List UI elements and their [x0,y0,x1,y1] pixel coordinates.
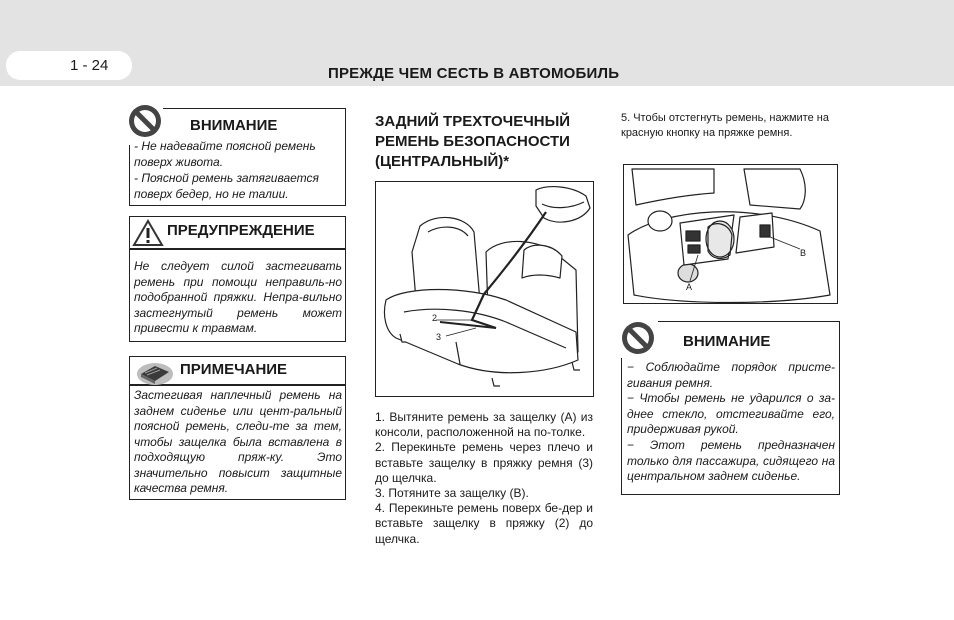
warning-title: ПРЕДУПРЕЖДЕНИЕ [167,222,315,239]
step-3: 3. Потяните за защелку (В). [375,486,529,501]
buckle-illustration [624,165,838,304]
caution-right-line-3: − Этот ремень предназначен только для пассажира, сидящего на центральном заднем сиденье. [627,438,835,483]
step-1: 1. Вытяните ремень за защелку (А) из консоли, расположенной на по-толке. [375,410,593,440]
warning-text: Не следует силой застегивать ремень при помощи неправиль-но подобранной пряжки. Непра-вильно застегнутый ремень может привести к травмам. [134,259,342,335]
rear-seat-illustration [376,182,594,397]
buckle-figure [623,164,838,304]
warning-separator [129,248,346,250]
page-number: 1 - 24 [70,57,109,74]
figure-label-A: A [686,282,693,292]
figure-label-2: 2 [432,313,438,323]
figure-label-3: 3 [436,332,442,342]
rear-seat-figure [375,181,594,397]
caution-right-line-2: − Чтобы ремень не ударился о за-днее стекло, отстегивайте его, придерживая рукой. [627,391,835,436]
prohibition-icon [620,320,656,356]
section-title: ЗАДНИЙ ТРЕХТОЧЕЧНЫЙ РЕМЕНЬ БЕЗОПАСНОСТИ (ЦЕНТРАЛЬНЫЙ)* [375,113,571,170]
instruction-steps [375,410,593,547]
caution-line-2: - Поясной ремень затягивается поверх бедер, но не талии. [134,171,319,201]
warning-triangle-icon [132,219,164,247]
book-icon [135,360,175,386]
caution-title: ВНИМАНИЕ [190,117,278,134]
note-text: Застегивая наплечный ремень на заднем сиденье или цент-ральный поясной ремень, следи-те за тем, чтобы защелка была вставлена в подходящую пряж-ку. Это значительно повысит защитные качества ремня. [134,388,342,495]
step-5: 5. Чтобы отстегнуть ремень, нажмите на красную кнопку на пряжке ремня. [621,112,829,139]
prohibition-icon [127,103,163,139]
caution-right-line-1: − Соблюдайте порядок присте-гивания ремня. [627,360,835,390]
note-title: ПРИМЕЧАНИЕ [180,361,288,378]
figure-label-B: B [800,248,807,258]
caution-line-1: - Не надевайте поясной ремень поверх живота. [134,139,316,169]
caution-right-title: ВНИМАНИЕ [683,333,771,350]
page-number-pill [6,51,132,80]
step-4: 4. Перекиньте ремень поверх бе-дер и вставьте защелку в пряжку (2) до щелчка. [375,501,593,546]
step-2: 2. Перекиньте ремень через плечо и вставьте защелку в пряжку ремня (3) до щелчка. [375,440,593,485]
section-header: ПРЕЖДЕ ЧЕМ СЕСТЬ В АВТОМОБИЛЬ [328,65,620,82]
